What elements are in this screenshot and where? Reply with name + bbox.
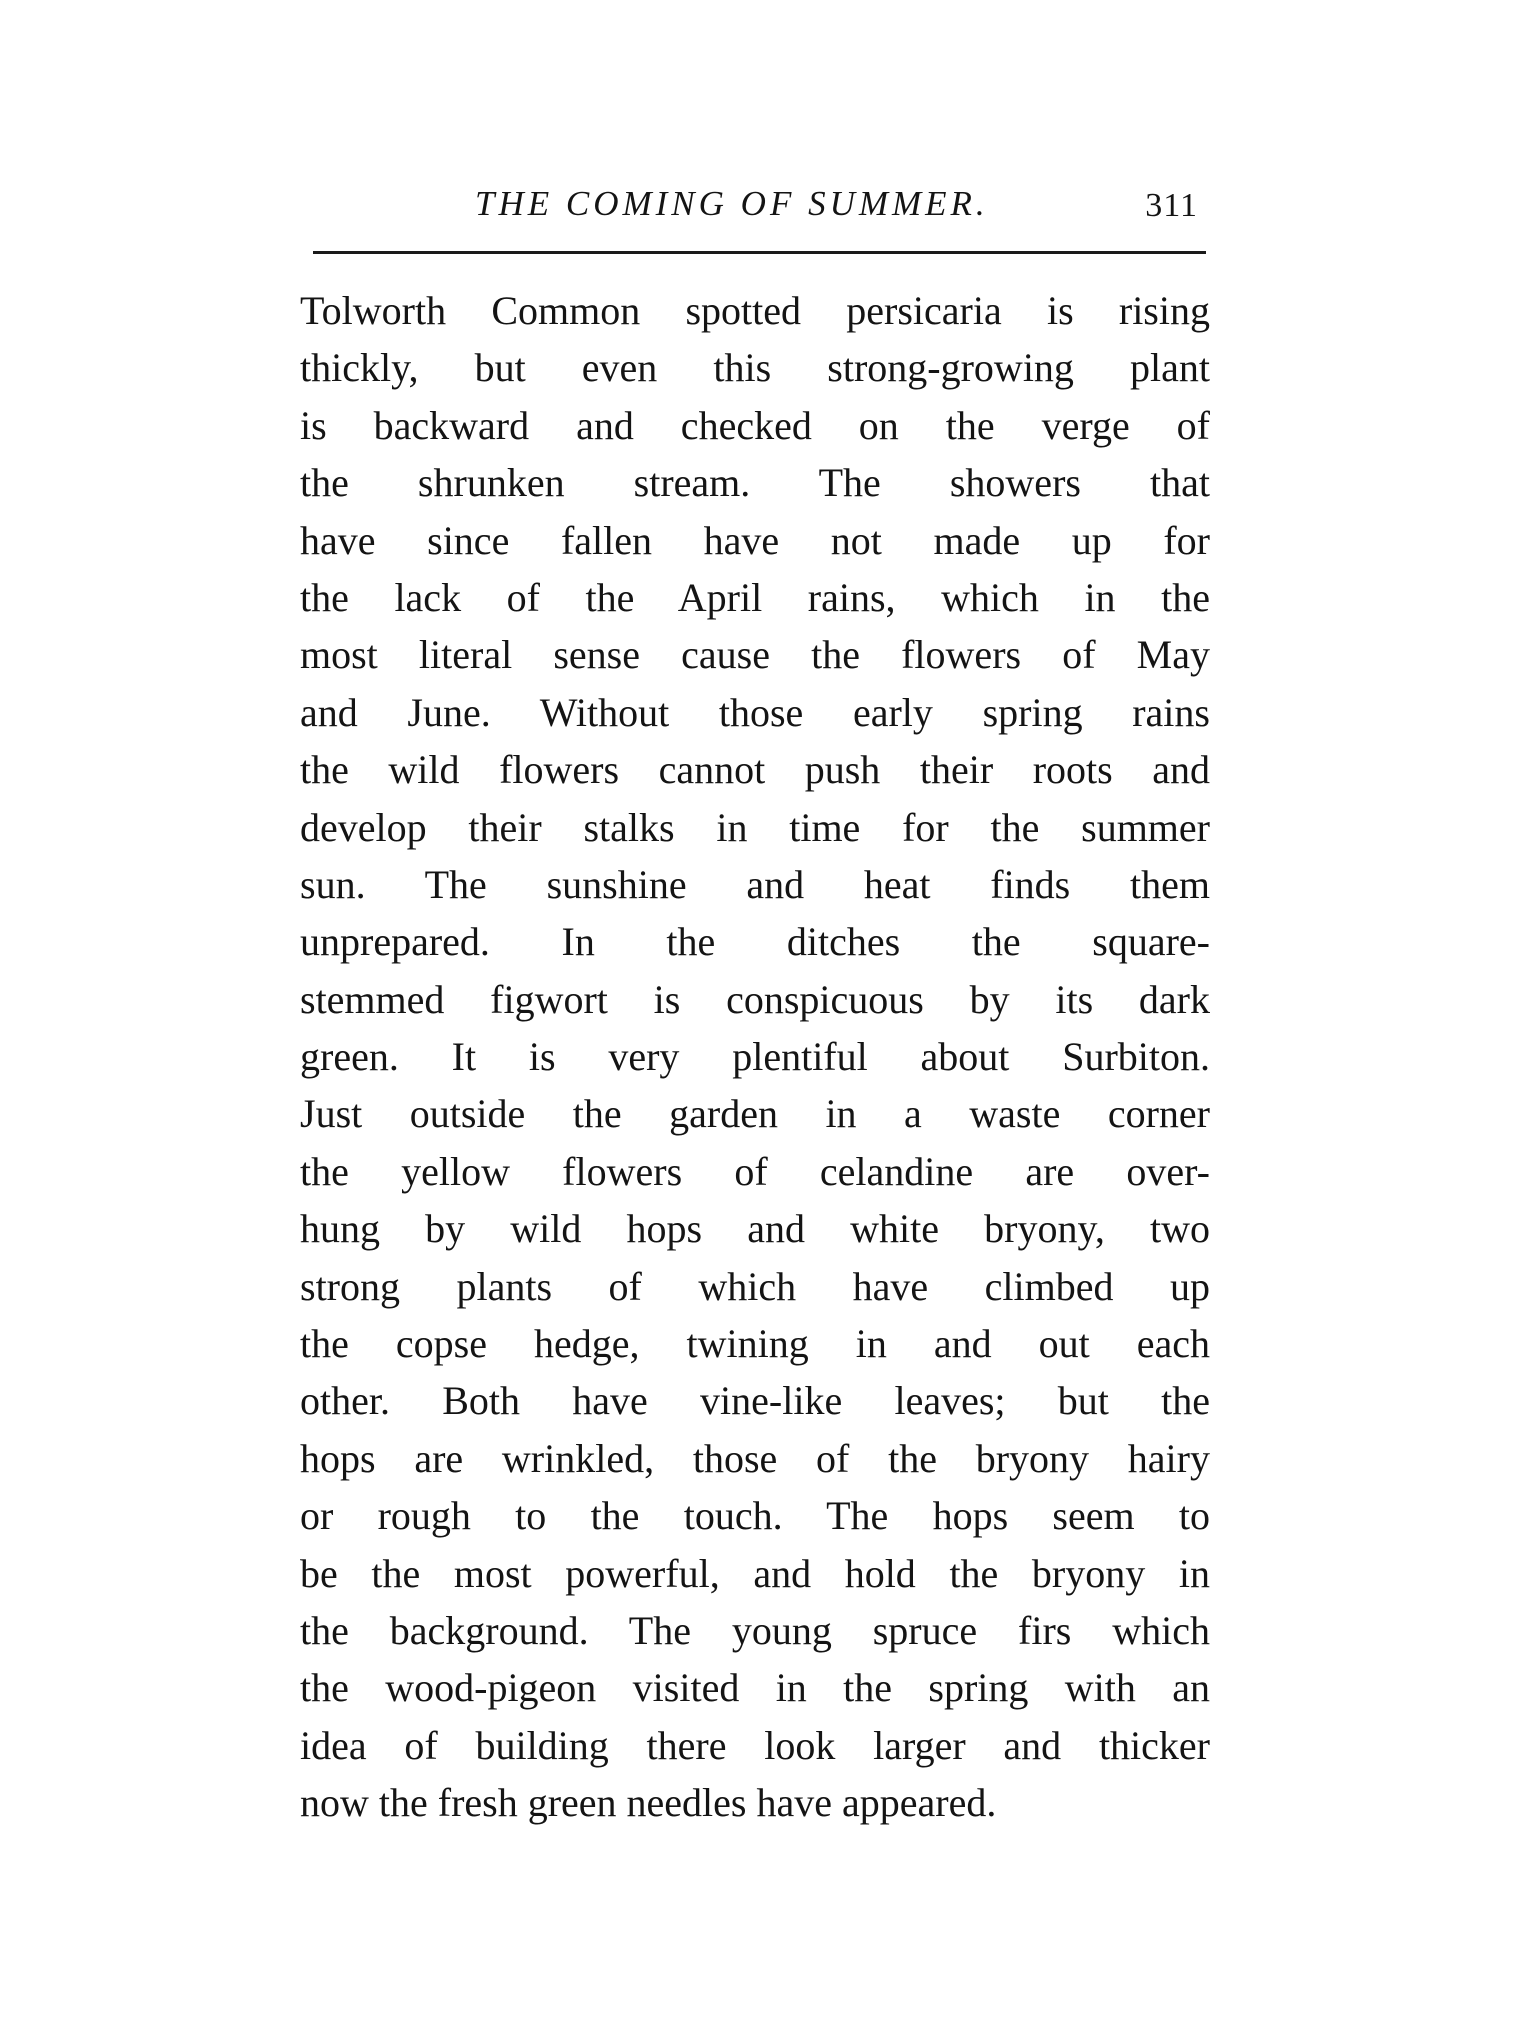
text-line: sun. The sunshine and heat finds them <box>300 861 1210 907</box>
text-line: Just outside the garden in a waste corner <box>300 1091 1210 1137</box>
text-line: hops are wrinkled, those of the bryony hairy <box>300 1435 1210 1481</box>
text-line: the lack of the April rains, which in the <box>300 574 1210 620</box>
text-line: the yellow flowers of celandine are over- <box>300 1148 1210 1194</box>
header-rule <box>313 251 1206 254</box>
page-number: 311 <box>1145 187 1198 224</box>
text-line: have since fallen have not made up for <box>300 517 1210 563</box>
text-line: strong plants of which have climbed up <box>300 1263 1210 1309</box>
body-text <box>300 282 1210 1832</box>
text-line: the wild flowers cannot push their roots and <box>300 747 1210 793</box>
text-line: other. Both have vine-like leaves; but the <box>300 1378 1210 1424</box>
text-line: the shrunken stream. The showers that <box>300 460 1210 506</box>
text-line: and June. Without those early spring rains <box>300 689 1210 735</box>
text-line: most literal sense cause the flowers of May <box>300 632 1210 678</box>
text-line: the copse hedge, twining in and out each <box>300 1321 1210 1367</box>
text-line: the wood-pigeon visited in the spring with an <box>300 1665 1210 1711</box>
text-line: be the most powerful, and hold the bryony in <box>300 1550 1210 1596</box>
text-line: green. It is very plentiful about Surbiton. <box>300 1034 1210 1080</box>
text-line: thickly, but even this strong-growing plant <box>300 345 1210 391</box>
text-line: the background. The young spruce firs which <box>300 1607 1210 1653</box>
text-line: idea of building there look larger and thicker <box>300 1722 1210 1768</box>
text-line: or rough to the touch. The hops seem to <box>300 1493 1210 1539</box>
running-title: THE COMING OF SUMMER. <box>475 184 989 223</box>
text-line: stemmed figwort is conspicuous by its dark <box>300 976 1210 1022</box>
text-line: unprepared. In the ditches the square- <box>300 919 1210 965</box>
running-head <box>300 178 1210 230</box>
text-line: hung by wild hops and white bryony, two <box>300 1206 1210 1252</box>
text-line: now the fresh green needles have appeared. <box>300 1780 997 1826</box>
text-line: Tolworth Common spotted persicaria is rising <box>300 288 1210 333</box>
text-line: develop their stalks in time for the summer <box>300 804 1210 850</box>
text-line: is backward and checked on the verge of <box>300 402 1210 448</box>
